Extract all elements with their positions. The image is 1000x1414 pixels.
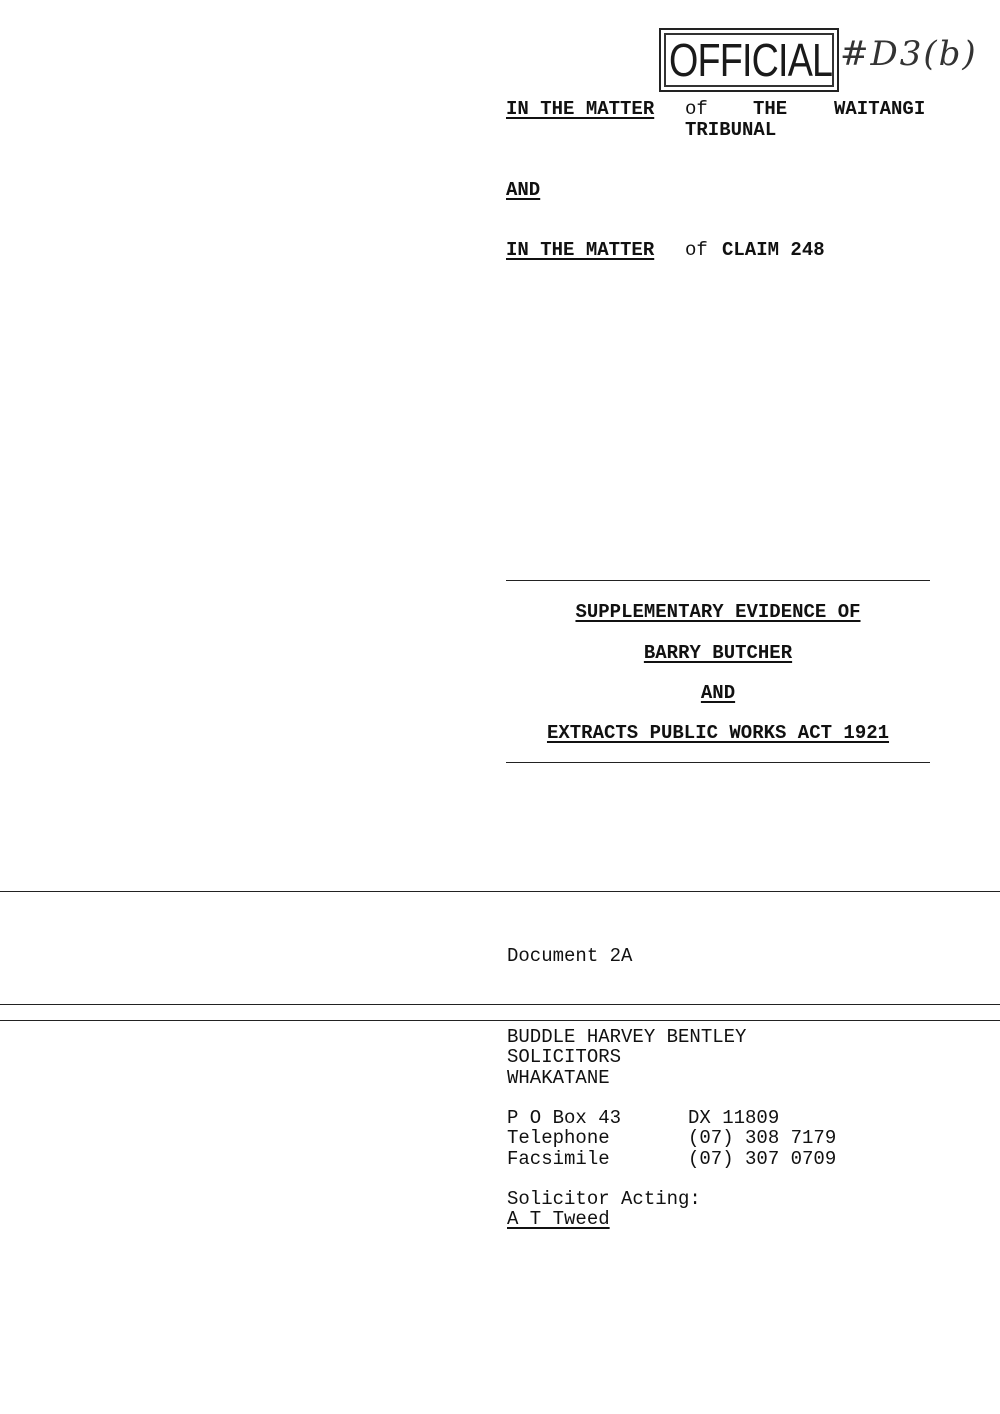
waitangi-word: WAITANGI [834, 98, 926, 120]
official-stamp-text: OFFICIAL [669, 34, 833, 86]
firm-name: BUDDLE HARVEY BENTLEY [507, 1026, 747, 1048]
title-line-4: EXTRACTS PUBLIC WORKS ACT 1921 [546, 722, 890, 744]
solicitor-acting-name: A T Tweed [507, 1208, 610, 1230]
claim-number: CLAIM 248 [722, 239, 825, 261]
document-top-rule [0, 891, 1000, 892]
tribunal-word: TRIBUNAL [685, 119, 777, 141]
facsimile-label: Facsimile [507, 1148, 610, 1170]
telephone-number: (07) 308 7179 [688, 1127, 837, 1149]
in-the-matter-label-2: IN THE MATTER [506, 239, 655, 261]
firm-city: WHAKATANE [507, 1067, 610, 1089]
in-the-matter-label-1: IN THE MATTER [506, 98, 655, 120]
solicitor-acting-label: Solicitor Acting: [507, 1188, 701, 1210]
handwritten-reference: #D3(b) [840, 34, 978, 74]
firm-type: SOLICITORS [507, 1046, 622, 1068]
title-line-2: BARRY BUTCHER [643, 642, 793, 664]
and-label: AND [506, 179, 541, 201]
document-bottom-rule-1 [0, 1004, 1000, 1005]
official-stamp [659, 28, 839, 92]
facsimile-number: (07) 307 0709 [688, 1148, 837, 1170]
the-word: THE [753, 98, 788, 120]
dx-number: DX 11809 [688, 1107, 780, 1129]
document-bottom-rule-2 [0, 1020, 1000, 1021]
document-label: Document 2A [507, 945, 633, 967]
of-word-1: of [685, 98, 708, 120]
of-word-2: of [685, 239, 708, 261]
title-top-rule [506, 580, 930, 581]
title-line-3: AND [700, 682, 736, 704]
po-box: P O Box 43 [507, 1107, 622, 1129]
title-bottom-rule [506, 762, 930, 763]
title-line-1: SUPPLEMENTARY EVIDENCE OF [575, 601, 861, 623]
telephone-label: Telephone [507, 1127, 610, 1149]
